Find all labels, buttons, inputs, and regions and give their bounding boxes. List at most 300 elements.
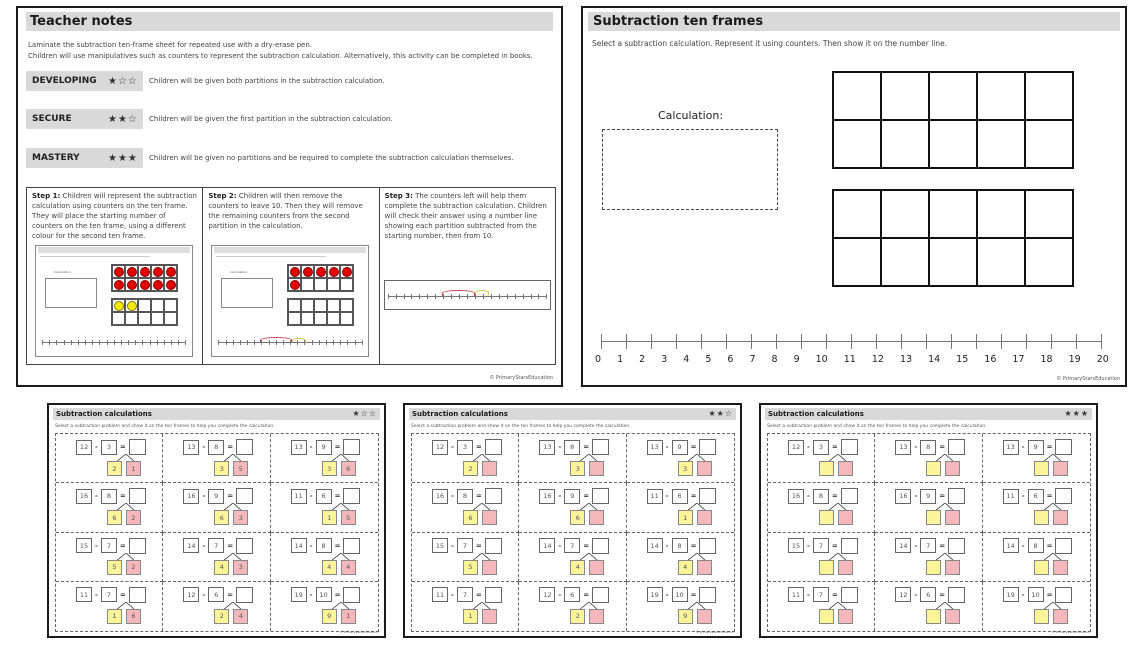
minus-sign: -: [451, 443, 454, 451]
subtrahend-box: 10: [1028, 587, 1044, 602]
title-text: Subtraction calculations: [412, 410, 508, 418]
answer-box[interactable]: [343, 538, 360, 554]
partition-box-second[interactable]: [589, 609, 604, 624]
minus-sign: -: [665, 443, 669, 451]
step-3: [380, 188, 555, 364]
problem-card: [627, 434, 734, 483]
problem-card: [412, 434, 519, 483]
thumb-ten-frame-red: [287, 264, 354, 292]
partition-box-second: 2: [126, 560, 141, 575]
problem-card: [56, 582, 163, 631]
step-2: [203, 188, 379, 364]
answer-box[interactable]: [236, 488, 253, 504]
partition-box-first: 4: [214, 560, 229, 575]
equation: [183, 488, 253, 504]
minus-sign: -: [1021, 492, 1025, 501]
problem-card: [163, 483, 270, 532]
problem-card: [56, 434, 163, 483]
equals-sign: =: [1046, 590, 1053, 599]
minuend-box: 14: [895, 538, 911, 553]
thumb-calc-label: Calculation:: [54, 270, 72, 274]
calc-sheet-instruction: Select a subtraction problem and show it on the ten frames to help you complete the calculation.: [55, 424, 275, 429]
problem-card: [768, 533, 875, 582]
subtrahend-box: 10: [316, 587, 332, 602]
partition-box-second[interactable]: [589, 560, 604, 575]
minuend-box: 15: [432, 538, 448, 553]
partition-box-second[interactable]: [838, 461, 853, 476]
star-rating-icon: ★☆☆: [352, 409, 377, 418]
minus-sign: -: [202, 590, 206, 599]
partition-box-second[interactable]: [697, 609, 712, 624]
problem-card: [271, 483, 378, 532]
problem-grid: [767, 433, 1091, 632]
copyright: © PrimaryStarsEducation: [1056, 376, 1120, 382]
step-text: Children will then remove the counters to leave 10. Then they will remove the remaining counters from the second partition in the calculation.: [208, 192, 363, 230]
step-label: Step 1:: [32, 192, 61, 200]
equals-sign: =: [939, 443, 946, 451]
partition-box-second[interactable]: [945, 510, 960, 525]
partition-box-second: 3: [233, 560, 248, 575]
partition-box-first[interactable]: [819, 560, 834, 575]
calc-sheet-instruction: Select a subtraction problem and show it on the ten frames to help you complete the calculation.: [411, 424, 631, 429]
equation: [647, 587, 717, 603]
step-1: [27, 188, 203, 364]
equals-sign: =: [690, 590, 697, 599]
partition-box-second[interactable]: [1053, 560, 1068, 575]
minus-sign: -: [309, 590, 313, 599]
subtrahend-box: 8: [101, 489, 117, 504]
answer-box[interactable]: [485, 587, 502, 603]
partition-box-second[interactable]: [482, 609, 497, 624]
minuend-box: 14: [1003, 538, 1019, 553]
answer-box[interactable]: [592, 538, 609, 554]
equals-sign: =: [475, 590, 482, 599]
minuend-box: 16: [788, 489, 804, 504]
answer-box[interactable]: [699, 488, 716, 504]
answer-box[interactable]: [1055, 538, 1072, 554]
equals-sign: =: [690, 492, 697, 501]
equation: [647, 538, 717, 554]
minus-sign: -: [665, 492, 669, 501]
equals-sign: =: [119, 492, 126, 501]
minuend-box: 19: [1003, 587, 1019, 602]
minuend-box: 14: [183, 538, 199, 553]
minus-sign: -: [807, 443, 810, 451]
calc-sheet-secure: [403, 403, 742, 638]
partition-box-second[interactable]: [1053, 510, 1068, 525]
partition-box-first: 1: [463, 609, 478, 624]
equals-sign: =: [1046, 443, 1053, 451]
calc-sheet-title: [53, 408, 380, 420]
answer-box[interactable]: [841, 587, 858, 603]
partition-box-first: 2: [570, 609, 585, 624]
star-rating-icon: ★★★: [108, 152, 138, 164]
partition-box-second[interactable]: [697, 560, 712, 575]
minus-sign: -: [202, 443, 206, 451]
equation: [432, 538, 502, 554]
equation: [647, 439, 717, 455]
problem-card: [627, 533, 734, 582]
problem-card: [768, 483, 875, 532]
partition-box-first[interactable]: [926, 461, 941, 476]
equation: [291, 488, 361, 504]
partition-box-first: 6: [107, 510, 122, 525]
intro-line: Children will use manipulatives such as counters to represent the subtraction calculation. Alternatively, this activity can be completed in books.: [28, 52, 533, 60]
equals-sign: =: [1046, 492, 1053, 501]
partition-box-second: 1: [341, 609, 356, 624]
subtrahend-box: 7: [813, 538, 829, 553]
partition-box-first[interactable]: [1034, 510, 1049, 525]
equals-sign: =: [690, 541, 697, 550]
answer-box[interactable]: [1055, 439, 1072, 455]
answer-box[interactable]: [948, 538, 965, 554]
minuend-box: 13: [1003, 440, 1019, 455]
minuend-box: 14: [539, 538, 555, 553]
minuend-box: 11: [432, 587, 448, 602]
minus-sign: -: [309, 492, 313, 501]
answer-box[interactable]: [841, 439, 858, 455]
minuend-box: 16: [183, 489, 199, 504]
minus-sign: -: [451, 541, 454, 550]
subtrahend-box: 8: [920, 440, 936, 455]
subtrahend-box: 3: [813, 440, 829, 455]
partition-box-second[interactable]: [482, 461, 497, 476]
step-label: Step 2:: [208, 192, 237, 200]
partition-box-first: 9: [678, 609, 693, 624]
star-rating-icon: ★☆☆: [108, 75, 138, 87]
equation: [539, 488, 609, 504]
answer-box[interactable]: [699, 538, 716, 554]
equals-sign: =: [831, 590, 838, 599]
minus-sign: -: [202, 541, 206, 550]
answer-box[interactable]: [236, 439, 253, 455]
minus-sign: -: [309, 443, 313, 451]
subtrahend-box: 8: [672, 538, 688, 553]
partition-box-first: 4: [322, 560, 337, 575]
subtrahend-box: 8: [564, 440, 580, 455]
equals-sign: =: [1046, 541, 1053, 550]
subtrahend-box: 9: [316, 440, 332, 455]
answer-box[interactable]: [129, 587, 146, 603]
equation: [788, 439, 858, 455]
equation: [432, 488, 502, 504]
problem-card: [875, 582, 982, 631]
equation: [1003, 488, 1073, 504]
minuend-box: 11: [291, 489, 307, 504]
partition-box-first: 3: [678, 461, 693, 476]
equals-sign: =: [831, 541, 838, 550]
minus-sign: -: [451, 590, 454, 599]
step-label: Step 3:: [384, 192, 413, 200]
equation: [432, 587, 502, 603]
title-text: Subtraction calculations: [768, 410, 864, 418]
step-text: Children will represent the subtraction calculation using counters on the ten frame. They will place the starting number of counters on the ten frame, using a different colour for the second ten frame.: [32, 192, 197, 240]
answer-box[interactable]: [485, 439, 502, 455]
minuend-box: 19: [291, 587, 307, 602]
problem-card: [519, 483, 626, 532]
teacher-notes-intro: [28, 40, 551, 62]
subtrahend-box: 3: [101, 440, 117, 455]
minuend-box: 14: [647, 538, 663, 553]
problem-grid: [411, 433, 735, 632]
partition-box-second[interactable]: [697, 461, 712, 476]
level-developing: [26, 71, 385, 91]
equals-sign: =: [334, 541, 341, 550]
partition-box-first: 5: [107, 560, 122, 575]
partition-box-second[interactable]: [697, 510, 712, 525]
star-rating-icon: ★★★: [1064, 409, 1089, 418]
partition-box-second: 6: [126, 609, 141, 624]
answer-box[interactable]: [343, 439, 360, 455]
equation: [183, 538, 253, 554]
equals-sign: =: [583, 590, 590, 599]
minuend-box: 15: [788, 538, 804, 553]
partition-box-first[interactable]: [926, 609, 941, 624]
steps-table: [26, 187, 556, 365]
minus-sign: -: [558, 541, 562, 550]
ten-frames-sheet: [581, 6, 1127, 387]
minus-sign: -: [1021, 443, 1025, 451]
subtrahend-box: 7: [101, 538, 117, 553]
equals-sign: =: [939, 492, 946, 501]
answer-box[interactable]: [343, 587, 360, 603]
answer-box[interactable]: [699, 587, 716, 603]
partition-box-second[interactable]: [1053, 609, 1068, 624]
partition-box-first: 3: [570, 461, 585, 476]
equals-sign: =: [227, 492, 234, 501]
answer-box[interactable]: [129, 538, 146, 554]
subtrahend-box: 7: [101, 587, 117, 602]
problem-card: [875, 533, 982, 582]
partition-box-second: 2: [126, 510, 141, 525]
answer-box[interactable]: [841, 538, 858, 554]
title-text: Subtraction calculations: [56, 410, 152, 418]
minuend-box: 16: [539, 489, 555, 504]
problem-card: [627, 483, 734, 532]
calculation-box[interactable]: [602, 129, 778, 210]
equals-sign: =: [583, 492, 590, 501]
minus-sign: -: [914, 541, 918, 550]
partition-box-second[interactable]: [945, 560, 960, 575]
partition-box-second[interactable]: [589, 461, 604, 476]
subtrahend-box: 6: [920, 587, 936, 602]
equation: [76, 587, 146, 603]
problem-card: [875, 434, 982, 483]
star-rating-icon: ★★☆: [708, 409, 733, 418]
problem-card: [983, 533, 1090, 582]
partition-box-first[interactable]: [1034, 609, 1049, 624]
equals-sign: =: [831, 443, 838, 451]
answer-box[interactable]: [236, 587, 253, 603]
partition-box-second[interactable]: [482, 510, 497, 525]
problem-grid: [55, 433, 379, 632]
partition-box-second: 4: [233, 609, 248, 624]
subtrahend-box: 9: [208, 489, 224, 504]
equals-sign: =: [475, 541, 482, 550]
partition-box-first: 1: [107, 609, 122, 624]
minuend-box: 16: [895, 489, 911, 504]
level-description: Children will be given no partitions and be required to complete the subtraction calculation themselves.: [149, 154, 514, 162]
answer-box[interactable]: [948, 439, 965, 455]
answer-box[interactable]: [1055, 488, 1072, 504]
subtrahend-box: 3: [457, 440, 473, 455]
partition-box-first[interactable]: [1034, 461, 1049, 476]
thumb-ten-frame-empty: [287, 298, 354, 326]
answer-box[interactable]: [129, 488, 146, 504]
partition-box-first: 3: [322, 461, 337, 476]
partition-box-first[interactable]: [926, 560, 941, 575]
equals-sign: =: [690, 443, 697, 451]
partition-box-first: 5: [463, 560, 478, 575]
thumb-ten-frame-yellow: [111, 298, 178, 326]
partition-box-second[interactable]: [838, 510, 853, 525]
number-line-labels: 0 1 2 3 4 5 6 7 8 9 10 11 12 13 14 15 16 17 18 19 20: [595, 354, 1109, 365]
answer-box[interactable]: [948, 488, 965, 504]
problem-card: [412, 582, 519, 631]
minus-sign: -: [1021, 590, 1025, 599]
equals-sign: =: [583, 541, 590, 550]
partition-box-second[interactable]: [838, 609, 853, 624]
star-rating-icon: ★★☆: [108, 113, 138, 125]
problem-card: [768, 582, 875, 631]
partition-box-first[interactable]: [819, 510, 834, 525]
minus-sign: -: [309, 541, 313, 550]
equals-sign: =: [334, 443, 341, 451]
problem-card: [271, 533, 378, 582]
subtrahend-box: 6: [316, 489, 332, 504]
minus-sign: -: [95, 590, 98, 599]
partition-box-first[interactable]: [819, 609, 834, 624]
level-description: Children will be given both partitions in the subtraction calculation.: [149, 77, 385, 85]
number-line-ticks: [601, 334, 1102, 349]
equals-sign: =: [119, 443, 126, 451]
partition-box-second: 6: [341, 461, 356, 476]
minus-sign: -: [807, 541, 810, 550]
problem-card: [163, 533, 270, 582]
partition-box-second: 5: [233, 461, 248, 476]
equals-sign: =: [227, 541, 234, 550]
answer-box[interactable]: [1055, 587, 1072, 603]
calc-sheet-instruction: Select a subtraction problem and show it on the ten frames to help you complete the calculation.: [767, 424, 987, 429]
partition-box-second[interactable]: [945, 461, 960, 476]
level-description: Children will be given the first partition in the subtraction calculation.: [149, 115, 393, 123]
partition-box-second: 3: [233, 510, 248, 525]
minuend-box: 16: [76, 489, 92, 504]
intro-line: Laminate the subtraction ten-frame sheet for repeated use with a dry-erase pen.: [28, 41, 313, 49]
subtrahend-box: 6: [1028, 489, 1044, 504]
equals-sign: =: [831, 492, 838, 501]
partition-box-first[interactable]: [926, 510, 941, 525]
subtrahend-box: 7: [457, 538, 473, 553]
minuend-box: 13: [647, 440, 663, 455]
answer-box[interactable]: [485, 538, 502, 554]
partition-box-first: 6: [463, 510, 478, 525]
minus-sign: -: [558, 492, 562, 501]
equation: [895, 587, 965, 603]
equation: [76, 538, 146, 554]
level-secure: [26, 109, 393, 129]
subtrahend-box: 6: [672, 489, 688, 504]
answer-box[interactable]: [841, 488, 858, 504]
partition-box-first: 2: [463, 461, 478, 476]
minus-sign: -: [95, 443, 98, 451]
equals-sign: =: [119, 541, 126, 550]
calc-sheet-title: [765, 408, 1092, 420]
copyright: © PrimaryStarsEducation: [339, 630, 378, 634]
thumb-ten-frame-red: [111, 264, 178, 292]
minuend-box: 13: [539, 440, 555, 455]
answer-box[interactable]: [485, 488, 502, 504]
equals-sign: =: [475, 443, 482, 451]
level-mastery: [26, 148, 514, 168]
partition-box-first[interactable]: [1034, 560, 1049, 575]
ten-frame-top[interactable]: [832, 71, 1074, 169]
subtrahend-box: 10: [672, 587, 688, 602]
problem-card: [271, 434, 378, 483]
partition-box-second[interactable]: [589, 510, 604, 525]
teacher-notes-title: Teacher notes: [26, 12, 553, 31]
answer-box[interactable]: [699, 439, 716, 455]
minus-sign: -: [558, 590, 562, 599]
equals-sign: =: [119, 590, 126, 599]
equation: [291, 538, 361, 554]
problem-card: [519, 434, 626, 483]
ten-frames-instruction: Select a subtraction calculation. Represent it using counters. Then show it on the number line.: [592, 39, 948, 48]
equation: [788, 488, 858, 504]
equation: [895, 488, 965, 504]
minus-sign: -: [807, 492, 810, 501]
equation: [291, 587, 361, 603]
problem-card: [56, 533, 163, 582]
partition-box-first: 9: [322, 609, 337, 624]
equation: [539, 538, 609, 554]
step-3-number-line: [384, 280, 551, 310]
problem-card: [768, 434, 875, 483]
partition-box-second[interactable]: [945, 609, 960, 624]
minuend-box: 13: [291, 440, 307, 455]
answer-box[interactable]: [948, 587, 965, 603]
subtrahend-box: 8: [813, 489, 829, 504]
equation: [1003, 538, 1073, 554]
answer-box[interactable]: [592, 488, 609, 504]
partition-box-second[interactable]: [482, 560, 497, 575]
partition-box-second[interactable]: [838, 560, 853, 575]
answer-box[interactable]: [236, 538, 253, 554]
subtrahend-box: 7: [457, 587, 473, 602]
partition-box-second[interactable]: [1053, 461, 1068, 476]
subtrahend-box: 7: [564, 538, 580, 553]
ten-frame-bottom[interactable]: [832, 189, 1074, 287]
answer-box[interactable]: [592, 439, 609, 455]
equation: [539, 439, 609, 455]
level-name: MASTERY: [32, 153, 80, 163]
equals-sign: =: [334, 590, 341, 599]
equation: [647, 488, 717, 504]
subtrahend-box: 8: [457, 489, 473, 504]
partition-box-second: 5: [341, 510, 356, 525]
minuend-box: 11: [647, 489, 663, 504]
answer-box[interactable]: [343, 488, 360, 504]
partition-box-first[interactable]: [819, 461, 834, 476]
minuend-box: 11: [788, 587, 804, 602]
answer-box[interactable]: [592, 587, 609, 603]
minuend-box: 16: [432, 489, 448, 504]
partition-box-first: 1: [678, 510, 693, 525]
subtrahend-box: 9: [920, 489, 936, 504]
calc-sheet-mastery: [759, 403, 1098, 638]
answer-box[interactable]: [129, 439, 146, 455]
minus-sign: -: [95, 492, 98, 501]
